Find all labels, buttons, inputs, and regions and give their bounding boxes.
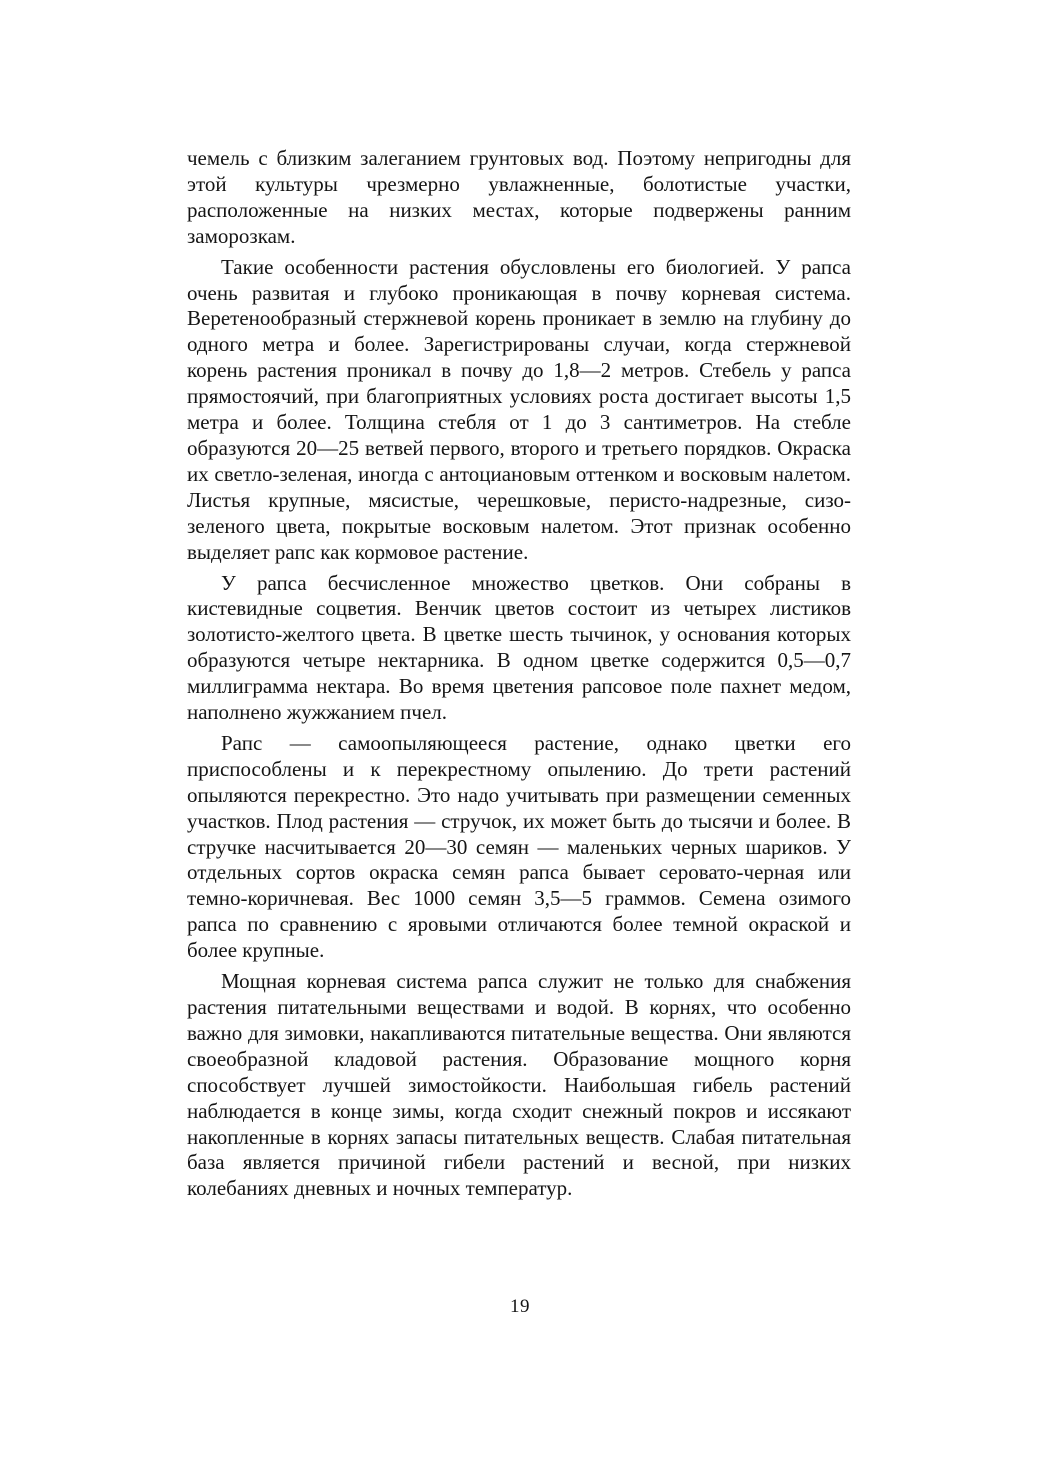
paragraph-3: У рапса бесчисленное множество цветков. Они собраны в кистевидные соцветия. Венчик цветов состоит из четырех листиков золотисто-желтого цвета. В цветке шесть тычинок, у основания которых образуются четыре нектарника. В одном цветке содержится 0,5—0,7 миллиграмма нектара. Во время цветения рапсовое поле пахнет медом, наполнено жужжанием пчел. (187, 570, 851, 725)
paragraph-5: Мощная корневая система рапса служит не только для снабжения растения питательными веществами и водой. В корнях, что особенно важно для зимовки, накапливаются питательные вещества. Они являются своеобразной кладовой растения. Образование мощного корня способствует лучшей зимостойкости. Наибольшая гибель растений наблюдается в конце зимы, когда сходит снежный покров и иссякают накопленные в корнях запасы питательных веществ. Слабая питательная база является причиной гибели растений и весной, при низких колебаниях дневных и ночных температур. (187, 969, 851, 1201)
paragraph-2: Такие особенности растения обусловлены его биологией. У рапса очень развитая и глубоко проникающая в почву корневая система. Веретенообразный стержневой корень проникает в землю на глубину до одного метра и более. Зарегистрированы случаи, когда стержневой корень растения проникал в почву до 1,8—2 метров. Стебель у рапса прямостоячий, при благоприятных условиях роста достигает высоты 1,5 метра и более. Толщина стебля от 1 до 3 сантиметров. На стебле образуются 20—25 ветвей первого, второго и третьего порядков. Окраска их светло-зеленая, иногда с антоциановым оттенком и восковым налетом. Листья крупные, мясистые, черешковые, перисто-надрезные, сизо-зеленого цвета, покрытые восковым налетом. Этот признак особенно выделяет рапс как кормовое растение. (187, 254, 851, 564)
body-text (187, 146, 851, 1202)
paragraph-4: Рапс — самоопыляющееся растение, однако цветки его приспособлены и к перекрестному опылению. До трети растений опыляются перекрестно. Это надо учитывать при размещении семенных участков. Плод растения — стручок, их может быть до тысячи и более. В стручке насчитывается 20—30 семян — маленьких черных шариков. У отдельных сортов окраска семян рапса бывает серовато-черная или темно-коричневая. Вес 1000 семян 3,5—5 граммов. Семена озимого рапса по сравнению с яровыми отличаются более темной окраской и более крупные. (187, 730, 851, 963)
paragraph-1: чемель с близким залеганием грунтовых вод. Поэтому непригодны для этой культуры чрезмерно увлажненные, болотистые участки, расположенные на низких местах, которые подвержены ранним заморозкам. (187, 146, 851, 248)
page-number: 19 (510, 1296, 530, 1317)
